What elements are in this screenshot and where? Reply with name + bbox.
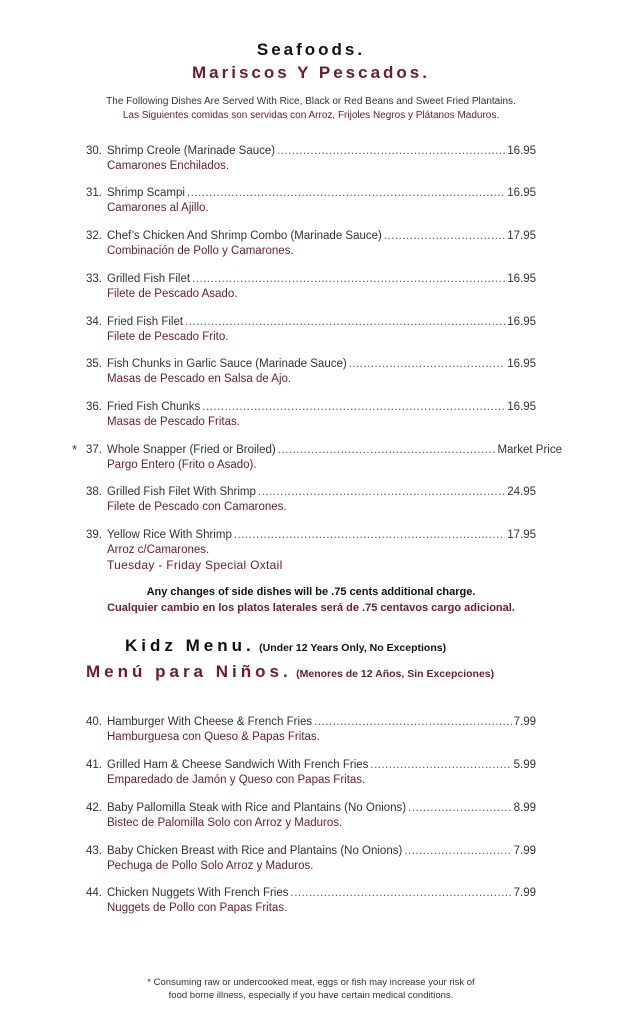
menu-item <box>86 528 536 573</box>
item-name: Grilled Fish Filet With Shrimp <box>107 486 256 498</box>
item-price: 16.95 <box>507 273 536 285</box>
item-price: 16.95 <box>507 401 536 413</box>
item-spanish-name: Pechuga de Pollo Solo Arroz y Maduros. <box>107 860 314 872</box>
dot-leader <box>291 886 512 901</box>
menu-item <box>86 357 536 387</box>
item-price: 8.99 <box>513 802 536 814</box>
kidz-menu-title-spanish <box>86 662 494 682</box>
item-number: 35. <box>86 358 102 370</box>
kidz-title-english: Kidz Menu. <box>125 636 255 655</box>
item-spanish-name: Filete de Pescado Asado. <box>107 288 238 300</box>
menu-item <box>86 443 562 473</box>
item-number: 42. <box>86 802 102 814</box>
item-spanish-name: Arroz c/Camarones. <box>107 544 210 556</box>
item-price: 17.95 <box>507 529 536 541</box>
item-number: 37. <box>86 444 102 456</box>
item-number: 40. <box>86 716 102 728</box>
intro-english: The Following Dishes Are Served With Rice, Black or Red Beans and Sweet Fried Plantains. <box>106 96 516 107</box>
item-spanish-name: Nuggets de Pollo con Papas Fritas. <box>107 902 288 914</box>
item-number: 41. <box>86 759 102 771</box>
item-name: Hamburger With Cheese & French Fries <box>107 716 313 728</box>
warning-line-1: Consuming raw or undercooked meat, eggs or fish may increase your risk of <box>153 977 475 988</box>
side-dish-note-english: Any changes of side dishes will be .75 cents additional charge. <box>146 586 476 598</box>
warning-line-2: food borne illness, especially if you have certain medical conditions. <box>168 990 454 1001</box>
dot-leader <box>202 400 505 415</box>
item-price: 17.95 <box>507 230 536 242</box>
item-number: 44. <box>86 887 102 899</box>
item-price: 16.95 <box>507 358 536 370</box>
dot-leader <box>404 844 511 859</box>
item-spanish-name: Filete de Pescado con Camarones. <box>107 501 287 513</box>
item-name: Baby Pallomilla Steak with Rice and Plantains (No Onions) <box>107 802 407 814</box>
item-name: Grilled Ham & Cheese Sandwich With French Fries <box>107 759 369 771</box>
menu-item <box>86 715 536 745</box>
item-spanish-name: Combinación de Pollo y Camarones. <box>107 245 294 257</box>
item-price: 16.95 <box>507 316 536 328</box>
item-price: 7.99 <box>513 716 536 728</box>
item-spanish-name: Camarones al Ajillo. <box>107 202 209 214</box>
item-number: 36. <box>86 401 102 413</box>
dot-leader <box>187 186 505 201</box>
health-warning <box>0 976 622 1002</box>
item-name: Fried Fish Filet <box>107 316 184 328</box>
dot-leader <box>314 715 511 730</box>
item-number: 30. <box>86 145 102 157</box>
dot-leader <box>192 272 505 287</box>
item-price: 7.99 <box>513 887 536 899</box>
item-name: Chef’s Chicken And Shrimp Combo (Marinade Sauce) <box>107 230 382 242</box>
menu-item <box>86 886 536 916</box>
item-number: 32. <box>86 230 102 242</box>
dot-leader <box>384 229 505 244</box>
item-name: Fish Chunks in Garlic Sauce (Marinade Sauce) <box>107 358 347 370</box>
item-number: 33. <box>86 273 102 285</box>
item-name: Fried Fish Chunks <box>107 401 201 413</box>
menu-item <box>86 844 536 874</box>
item-price: 5.99 <box>513 759 536 771</box>
item-price: 7.99 <box>513 845 536 857</box>
menu-item <box>86 485 536 515</box>
item-number: 31. <box>86 187 102 199</box>
item-spanish-name: Masas de Pescado Fritas. <box>107 416 240 428</box>
dot-leader <box>234 528 505 543</box>
kidz-note-spanish: (Menores de 12 Años, Sin Excepciones) <box>296 668 495 680</box>
kidz-title-spanish: Menú para Niños. <box>86 662 292 681</box>
item-name: Shrimp Creole (Marinade Sauce) <box>107 145 276 157</box>
menu-item <box>86 400 536 430</box>
menu-item <box>86 272 536 302</box>
dot-leader <box>349 357 506 372</box>
item-spanish-name: Filete de Pescado Frito. <box>107 331 229 343</box>
special-oxtail: Tuesday - Friday Special Oxtail <box>107 558 283 572</box>
item-number: 39. <box>86 529 102 541</box>
item-price: 16.95 <box>507 145 536 157</box>
section-title-mariscos: Mariscos Y Pescados. <box>192 63 430 82</box>
item-name: Whole Snapper (Fried or Broiled) <box>107 444 276 456</box>
menu-item <box>86 229 536 259</box>
section-title-seafoods: Seafoods. <box>256 40 366 59</box>
item-spanish-name: Hamburguesa con Queso & Papas Fritas. <box>107 731 320 743</box>
item-price: 24.95 <box>507 486 536 498</box>
item-number: 34. <box>86 316 102 328</box>
dot-leader <box>278 443 496 458</box>
item-spanish-name: Bistec de Palomilla Solo con Arroz y Maduros. <box>107 817 343 829</box>
dot-leader <box>370 758 511 773</box>
kidz-menu-title <box>125 636 446 656</box>
dot-leader <box>408 801 511 816</box>
item-name: Grilled Fish Filet <box>107 273 191 285</box>
item-name: Baby Chicken Breast with Rice and Plantains (No Onions) <box>107 845 403 857</box>
intro-text <box>0 95 622 123</box>
item-spanish-name: Masas de Pescado en Salsa de Ajo. <box>107 373 292 385</box>
menu-item <box>86 315 536 345</box>
dot-leader <box>258 485 505 500</box>
item-spanish-name: Pargo Entero (Frito o Asado). <box>107 459 257 471</box>
item-price: 16.95 <box>507 187 536 199</box>
item-name: Shrimp Scampi <box>107 187 185 199</box>
asterisk-icon: * <box>72 442 78 457</box>
menu-item <box>86 144 536 174</box>
item-price: Market Price <box>497 444 562 456</box>
asterisk-icon: * <box>147 977 151 988</box>
item-number: 43. <box>86 845 102 857</box>
item-number: 38. <box>86 486 102 498</box>
menu-item <box>86 801 536 831</box>
kidz-note-english: (Under 12 Years Only, No Exceptions) <box>259 642 447 654</box>
side-dish-note-spanish: Cualquier cambio en los platos laterales será de .75 centavos cargo adicional. <box>107 602 515 614</box>
dot-leader <box>277 144 505 159</box>
item-spanish-name: Emparedado de Jamón y Queso con Papas Fritas. <box>107 774 366 786</box>
item-name: Chicken Nuggets With French Fries <box>107 887 289 899</box>
item-spanish-name: Camarones Enchilados. <box>107 160 230 172</box>
dot-leader <box>185 315 505 330</box>
item-name: Yellow Rice With Shrimp <box>107 529 232 541</box>
menu-item <box>86 758 536 788</box>
menu-item <box>86 186 536 216</box>
intro-spanish: Las Siguientes comidas son servidas con Arroz, Frijoles Negros y Plátanos Maduros. <box>122 110 500 121</box>
